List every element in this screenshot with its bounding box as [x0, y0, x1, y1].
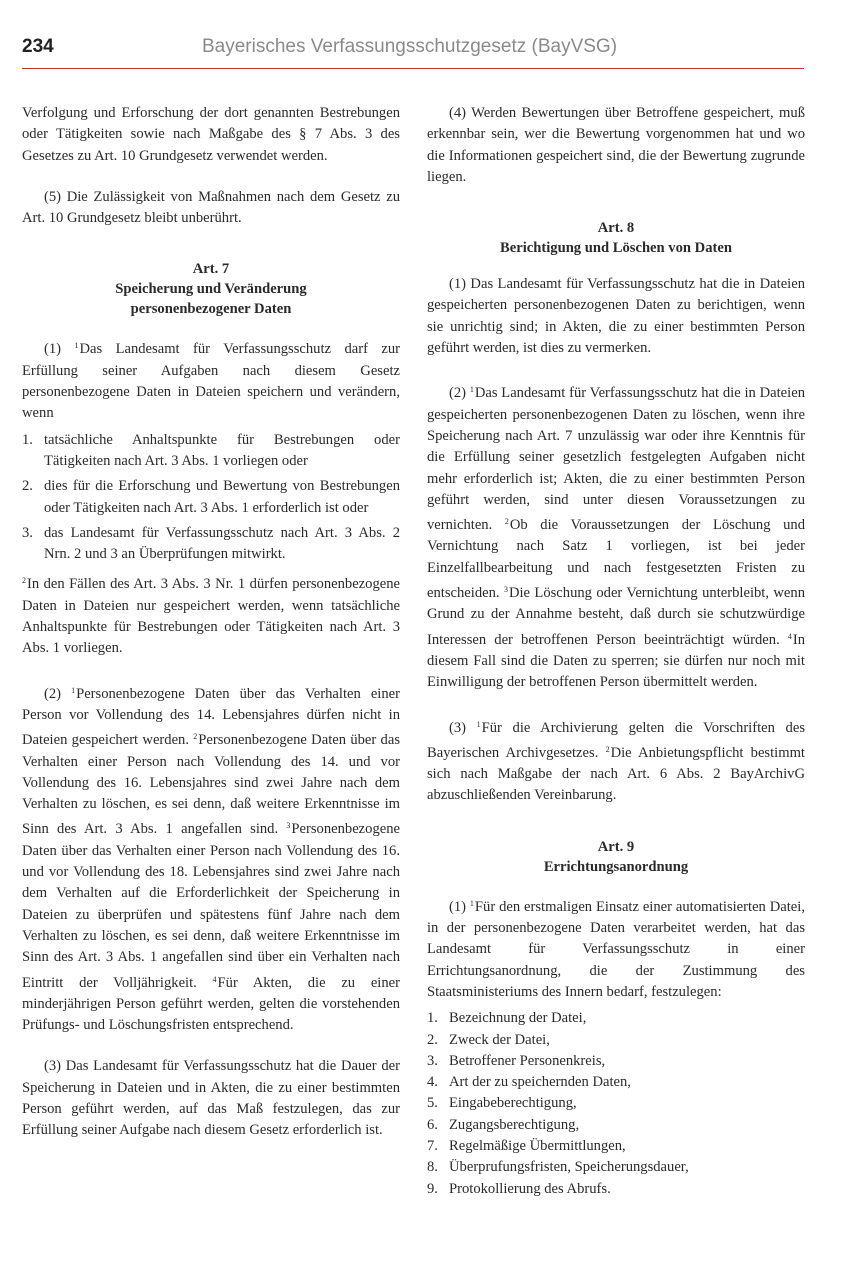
art7-p1-list — [22, 430, 400, 566]
art7-paragraph-1: (1) $^1$Das Landesamt für Verfassungsschutz darf zur Erfüllung seiner Aufgaben nach diesem Gesetz personenbezogene Daten in Dateien speichern und verändern, wenn — [22, 341, 400, 422]
article-8-title: Berichtigung und Löschen von Daten — [500, 240, 732, 257]
art7-paragraph-2: (2) $^1$Personenbezogene Daten über das Verhalten einer Person vor Vollendung des 14. Lebensjahres dürfen nicht in Dateien gespeichert werden. $^2$Personenbezogene Daten über das Verhalten einer Person nach Vollendung des 14. und vor Vollendung des 16. Lebensjahres sind zwei Jahre nach dem Verhalten zu löschen, es sei denn, daß weitere Erkenntnisse im Sinn des Art. 3 Abs. 1 angefallen sind. $^3$Personenbezogene Daten über das Verhalten einer Person nach Vollendung des 16. und vor Vollendung des 18. Lebensjahres sind zwei Jahre nach dem Verhalten auf die Erforderlichkeit der Speicherung in Dateien zu überprüfen und spätestens fünf Jahre nach dem Verhalten zu löschen, es sei denn, daß weitere Erkenntnisse im Sinn des Art. 3 Abs. 1 angefallen sind über ein Verhalten nach Eintritt der Volljährigkeit. $^4$Für Akten, die zu einer minderjährigen Person geführt werden, gelten die vorstehenden Prüfungs- und Löschungsfristen entsprechend. — [22, 685, 400, 1034]
paragraph-5: (5) Die Zulässigkeit von Maßnahmen nach dem Gesetz zu Art. 10 Grundgesetz bleibt unberührt. — [22, 188, 400, 227]
list-item: 1. Bezeichnung der Datei, — [427, 1010, 587, 1027]
left-column — [22, 103, 400, 1142]
article-8-number: Art. 8 — [597, 220, 635, 237]
art8-paragraph-3: (3) $^1$Für die Archivierung gelten die Vorschriften des Bayerischen Archivgesetzes. $^2$Die Anbietungspflicht bestimmt sich nach Maßgabe der nach Art. 6 Abs. 2 BayArchivG abzuschließenden Vereinbarung. — [427, 719, 805, 804]
page-header — [22, 34, 804, 69]
list-item: 7. Regelmäßige Übermittlungen, — [427, 1137, 626, 1154]
art7-paragraph-3: (3) Das Landesamt für Verfassungsschutz hat die Dauer der Speicherung in Dateien und in Akten, die zu einer bestimmten Person geführt werden, auf das Maß festzulegen, das zur Erfüllung seiner Aufgabe nach diesem Gesetz erforderlich ist. — [22, 1058, 400, 1139]
article-8-heading — [427, 218, 805, 258]
art7-paragraph-4: (4) Werden Bewertungen über Betroffene gespeichert, muß erkennbar sein, wer die Bewertung vorgenommen hat und wo die Informationen gespeichert sind, die der Bewertung zugrunde liegen. — [427, 105, 805, 185]
article-9-title: Errichtungsanordnung — [543, 858, 689, 875]
list-item: 3. Betroffener Personenkreis, — [427, 1052, 606, 1069]
list-item: 9. Protokollierung des Abrufs. — [427, 1180, 611, 1197]
art7-p1-sentence-2: $^2$In den Fällen des Art. 3 Abs. 3 Nr. 1 dürfen personenbezogene Daten in Dateien nur gespeichert werden, wenn tatsächliche Anhaltspunkte für Bestrebungen oder Tätigkeiten nach Art. 3 Abs. 1 vorliegen. — [22, 576, 400, 657]
list-item: 1. tatsächliche Anhaltspunkte für Bestrebungen oder Tätigkeiten nach Art. 3 Abs. 1 vorliegen oder — [22, 431, 400, 469]
list-item: 3. das Landesamt für Verfassungsschutz nach Art. 3 Abs. 2 Nrn. 2 und 3 an Überprüfungen mitwirkt. — [22, 524, 400, 563]
article-9-number: Art. 9 — [597, 838, 635, 855]
list-item: 2. dies für die Erforschung und Bewertung von Bestrebungen oder Tätigkeiten nach Art. 3 Abs. 1 erforderlich ist oder — [22, 478, 400, 516]
list-item: 2. Zweck der Datei, — [427, 1031, 550, 1048]
article-7-title-line1: Speicherung und Veränderung — [115, 281, 307, 298]
page-number: 234 — [22, 36, 54, 57]
article-9-heading — [427, 837, 805, 877]
art8-paragraph-1: (1) Das Landesamt für Verfassungsschutz hat die in Dateien gespeicherten personenbezogenen Daten zu berichtigen, wenn sie unrichtig sind; in Akten, die zu einer bestimmten Person geführt werden, ist dies zu vermerken. — [427, 276, 805, 357]
article-7-title-line2: personenbezogener Daten — [130, 301, 292, 318]
article-7-number: Art. 7 — [192, 261, 230, 278]
list-item: 6. Zugangsberechtigung, — [427, 1116, 580, 1133]
art9-list — [427, 1008, 805, 1200]
list-item: 5. Eingabeberechtigung, — [427, 1095, 577, 1112]
continued-paragraph: Verfolgung und Erforschung der dort genannten Bestrebungen oder Tätigkeiten sowie nach Maßgabe des § 7 Abs. 3 des Gesetzes zu Art. 10 Grundgesetz verwendet werden. — [22, 105, 400, 164]
article-7-heading — [22, 259, 400, 319]
right-column — [427, 103, 805, 1205]
running-title: Bayerisches Verfassungsschutzgesetz (BayVSG) — [202, 36, 618, 57]
art8-paragraph-2: (2) $^1$Das Landesamt für Verfassungsschutz hat die in Dateien gespeicherten personenbezogenen Daten zu löschen, wenn ihre Speicherung nach Art. 7 unzulässig war oder ihre Kenntnis für die Erfüllung seiner gesetzlich festgelegten Aufgaben nicht mehr erforderlich ist; Akten, die zu einer bestimmten Person geführt werden, sind unter diesen Voraussetzungen zu vernichten. $^2$Ob die Voraussetzungen der Löschung und Vernichtung nach Satz 1 vorliegen, ist bei jeder Einzelfallbearbeitung und nach festgesetzten Fristen zu entscheiden. $^3$Die Löschung oder Vernichtung unterbleibt, wenn Grund zu der Annahme besteht, daß durch sie schutzwürdige Interessen der betroffenen Person beeinträchtigt würden. $^4$In diesem Fall sind die Daten zu sperren; sie dürfen nur noch mit Einwilligung der betroffenen Person übermittelt werden. — [427, 385, 805, 691]
list-item: 8. Überprufungsfristen, Speicherungsdauer, — [427, 1159, 689, 1176]
list-item: 4. Art der zu speichernden Daten, — [427, 1074, 631, 1091]
art9-paragraph-1: (1) $^1$Für den erstmaligen Einsatz einer automatisierten Datei, in der personenbezogene Daten verarbeitet werden, hat das Landesamt für Verfassungsschutz in einer Errichtungsanordnung, die der Zustimmung des Staatsministeriums des Innern bedarf, festzulegen: — [427, 898, 805, 1000]
